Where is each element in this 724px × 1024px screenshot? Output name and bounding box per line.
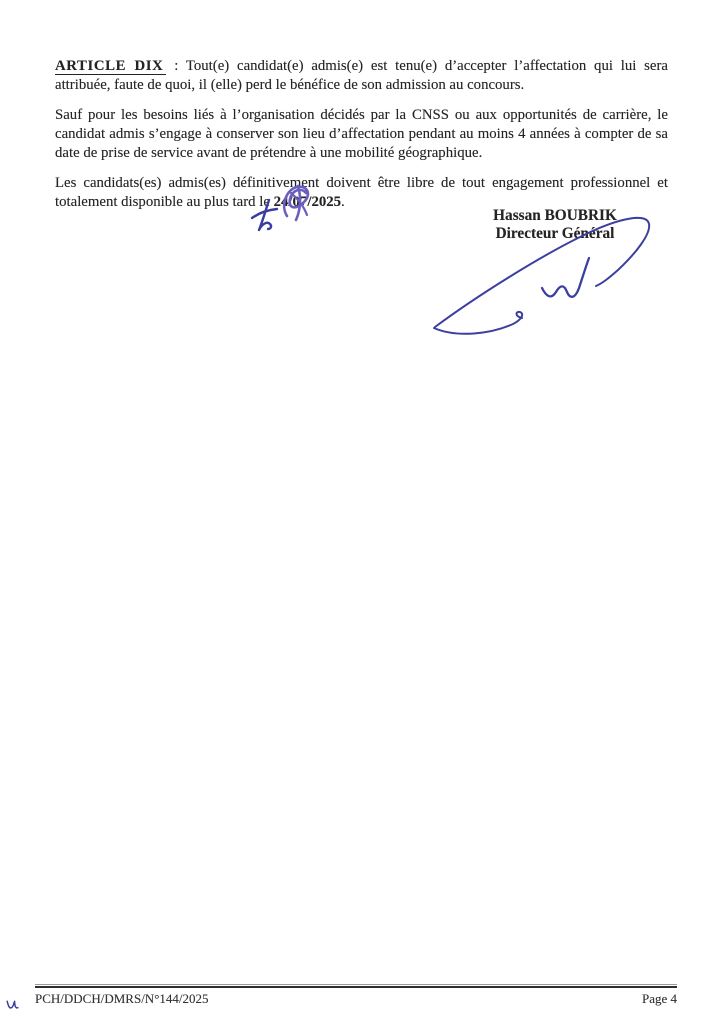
availability-text: Les candidats(es) admis(es) définitivement doivent être libre de tout engagement professionnel et totalement disponible au plus tard le [55, 175, 668, 210]
article-dix-body: Tout(e) candidat(e) admis(e) est tenu(e) d’accepter l’affectation qui lui sera attribuée, faute de quoi, il (elle) perd le bénéfice de son admission au concours. [55, 58, 668, 93]
document-reference: PCH/DDCH/DMRS/N°144/2025 [35, 991, 209, 1006]
handwritten-paraph-icon [246, 183, 318, 241]
paragraph-article-dix [55, 57, 668, 95]
page-footer [35, 984, 677, 1007]
article-dix-label: ARTICLE DIX [55, 58, 166, 75]
handwritten-signature-icon [425, 215, 665, 345]
stray-pen-mark-icon [5, 996, 20, 1013]
signatory-name: Hassan BOUBRIK [493, 207, 617, 224]
availability-period: . [341, 194, 345, 210]
article-dix-colon: : [166, 58, 186, 74]
paragraph-mobility: Sauf pour les besoins liés à l’organisation décidés par la CNSS ou aux opportunités de carrière, le candidat admis s’engage à conserver son lieu d’affectation pendant au moins 4 années à compter de sa date de prise de service avant de prétendre à une mobilité géographique. [55, 107, 668, 161]
page-number: Page 4 [641, 991, 677, 1006]
signatory-title: Directeur Général [495, 225, 615, 242]
footer-rule [35, 984, 677, 988]
document-body [55, 57, 668, 223]
deadline-date: 24/07/2025 [273, 194, 342, 210]
